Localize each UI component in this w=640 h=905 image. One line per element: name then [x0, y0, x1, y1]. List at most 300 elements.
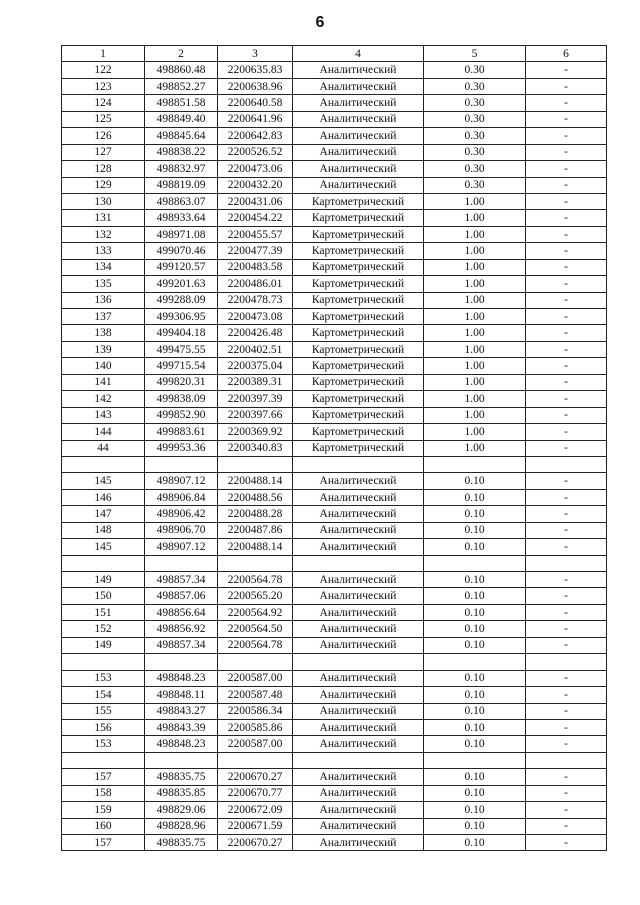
x-coordinate-cell: 498835.85	[145, 785, 218, 801]
note-cell: -	[526, 243, 607, 259]
method-cell: Аналитический	[293, 489, 424, 505]
point-number-cell: 152	[62, 621, 145, 637]
note-cell	[526, 456, 607, 472]
point-number-cell	[62, 654, 145, 670]
method-cell: Аналитический	[293, 703, 424, 719]
method-cell: Аналитический	[293, 621, 424, 637]
accuracy-cell: 0.10	[424, 621, 526, 637]
x-coordinate-cell: 499820.31	[145, 374, 218, 390]
note-cell: -	[526, 621, 607, 637]
y-coordinate-cell: 2200432.20	[218, 177, 293, 193]
accuracy-cell: 1.00	[424, 407, 526, 423]
x-coordinate-cell	[145, 555, 218, 571]
point-number-cell: 150	[62, 588, 145, 604]
accuracy-cell: 0.30	[424, 144, 526, 160]
y-coordinate-cell	[218, 555, 293, 571]
method-cell: Аналитический	[293, 572, 424, 588]
x-coordinate-cell: 498838.22	[145, 144, 218, 160]
y-coordinate-cell: 2200483.58	[218, 259, 293, 275]
header-cell-1: 1	[62, 46, 145, 62]
note-cell: -	[526, 522, 607, 538]
table-row	[62, 539, 607, 555]
y-coordinate-cell: 2200587.00	[218, 736, 293, 752]
x-coordinate-cell: 498848.23	[145, 736, 218, 752]
x-coordinate-cell: 499715.54	[145, 358, 218, 374]
y-coordinate-cell: 2200389.31	[218, 374, 293, 390]
x-coordinate-cell: 499475.55	[145, 341, 218, 357]
note-cell: -	[526, 95, 607, 111]
y-coordinate-cell: 2200672.09	[218, 802, 293, 818]
note-cell: -	[526, 489, 607, 505]
point-number-cell: 141	[62, 374, 145, 390]
point-number-cell: 149	[62, 572, 145, 588]
table-row	[62, 818, 607, 834]
method-cell: Аналитический	[293, 604, 424, 620]
note-cell: -	[526, 539, 607, 555]
note-cell: -	[526, 687, 607, 703]
method-cell: Аналитический	[293, 78, 424, 94]
y-coordinate-cell: 2200431.06	[218, 193, 293, 209]
table-row	[62, 391, 607, 407]
table-row	[62, 292, 607, 308]
method-cell: Аналитический	[293, 785, 424, 801]
point-number-cell: 145	[62, 539, 145, 555]
table-row	[62, 588, 607, 604]
accuracy-cell: 0.10	[424, 489, 526, 505]
table-row	[62, 374, 607, 390]
method-cell: Аналитический	[293, 736, 424, 752]
point-number-cell: 127	[62, 144, 145, 160]
accuracy-cell: 1.00	[424, 391, 526, 407]
method-cell: Картометрический	[293, 309, 424, 325]
x-coordinate-cell: 498851.58	[145, 95, 218, 111]
x-coordinate-cell: 498857.34	[145, 572, 218, 588]
table-row	[62, 785, 607, 801]
point-number-cell: 144	[62, 424, 145, 440]
table-row	[62, 95, 607, 111]
x-coordinate-cell: 498819.09	[145, 177, 218, 193]
note-cell: -	[526, 111, 607, 127]
note-cell: -	[526, 637, 607, 653]
point-number-cell: 153	[62, 736, 145, 752]
y-coordinate-cell: 2200340.83	[218, 440, 293, 456]
method-cell: Аналитический	[293, 835, 424, 851]
accuracy-cell: 1.00	[424, 276, 526, 292]
accuracy-cell: 0.10	[424, 736, 526, 752]
accuracy-cell: 0.10	[424, 687, 526, 703]
y-coordinate-cell: 2200488.14	[218, 473, 293, 489]
x-coordinate-cell: 498843.27	[145, 703, 218, 719]
accuracy-cell: 0.30	[424, 95, 526, 111]
table-row	[62, 489, 607, 505]
table-header-row	[62, 46, 607, 62]
point-number-cell: 138	[62, 325, 145, 341]
method-cell	[293, 555, 424, 571]
header-cell-3: 3	[218, 46, 293, 62]
method-cell: Аналитический	[293, 769, 424, 785]
y-coordinate-cell: 2200670.27	[218, 769, 293, 785]
note-cell: -	[526, 325, 607, 341]
point-number-cell: 147	[62, 506, 145, 522]
point-number-cell: 140	[62, 358, 145, 374]
table-row	[62, 835, 607, 851]
accuracy-cell: 0.10	[424, 506, 526, 522]
accuracy-cell: 1.00	[424, 309, 526, 325]
note-cell: -	[526, 177, 607, 193]
x-coordinate-cell: 498852.27	[145, 78, 218, 94]
table-row	[62, 243, 607, 259]
x-coordinate-cell: 498829.06	[145, 802, 218, 818]
accuracy-cell: 0.10	[424, 588, 526, 604]
header-cell-5: 5	[424, 46, 526, 62]
method-cell: Аналитический	[293, 719, 424, 735]
table-row	[62, 78, 607, 94]
table-row	[62, 226, 607, 242]
y-coordinate-cell: 2200397.66	[218, 407, 293, 423]
method-cell	[293, 752, 424, 768]
x-coordinate-cell: 499883.61	[145, 424, 218, 440]
note-cell: -	[526, 506, 607, 522]
method-cell: Аналитический	[293, 818, 424, 834]
x-coordinate-cell: 499120.57	[145, 259, 218, 275]
table-row	[62, 604, 607, 620]
y-coordinate-cell: 2200642.83	[218, 128, 293, 144]
point-number-cell: 137	[62, 309, 145, 325]
y-coordinate-cell: 2200564.78	[218, 572, 293, 588]
note-cell: -	[526, 391, 607, 407]
x-coordinate-cell: 498857.34	[145, 637, 218, 653]
table-row	[62, 637, 607, 653]
table-row	[62, 769, 607, 785]
y-coordinate-cell: 2200486.01	[218, 276, 293, 292]
table-row	[62, 62, 607, 78]
x-coordinate-cell: 498971.08	[145, 226, 218, 242]
point-number-cell	[62, 555, 145, 571]
accuracy-cell: 0.10	[424, 719, 526, 735]
note-cell: -	[526, 670, 607, 686]
method-cell	[293, 456, 424, 472]
accuracy-cell: 0.10	[424, 670, 526, 686]
y-coordinate-cell	[218, 456, 293, 472]
method-cell: Картометрический	[293, 358, 424, 374]
x-coordinate-cell	[145, 654, 218, 670]
method-cell: Аналитический	[293, 802, 424, 818]
coordinates-table	[61, 45, 607, 851]
table-body	[62, 62, 607, 851]
x-coordinate-cell: 499201.63	[145, 276, 218, 292]
y-coordinate-cell: 2200426.48	[218, 325, 293, 341]
point-number-cell: 124	[62, 95, 145, 111]
note-cell: -	[526, 341, 607, 357]
method-cell: Аналитический	[293, 687, 424, 703]
accuracy-cell: 1.00	[424, 210, 526, 226]
method-cell: Аналитический	[293, 161, 424, 177]
y-coordinate-cell: 2200586.34	[218, 703, 293, 719]
note-cell: -	[526, 144, 607, 160]
method-cell: Аналитический	[293, 128, 424, 144]
accuracy-cell: 1.00	[424, 193, 526, 209]
method-cell: Аналитический	[293, 539, 424, 555]
point-number-cell: 160	[62, 818, 145, 834]
accuracy-cell: 0.30	[424, 62, 526, 78]
x-coordinate-cell: 498857.06	[145, 588, 218, 604]
accuracy-cell: 0.30	[424, 128, 526, 144]
method-cell: Аналитический	[293, 506, 424, 522]
note-cell: -	[526, 785, 607, 801]
method-cell: Аналитический	[293, 144, 424, 160]
table-row	[62, 193, 607, 209]
note-cell: -	[526, 78, 607, 94]
note-cell: -	[526, 473, 607, 489]
table-row	[62, 341, 607, 357]
x-coordinate-cell: 498906.70	[145, 522, 218, 538]
x-coordinate-cell: 498849.40	[145, 111, 218, 127]
point-number-cell: 159	[62, 802, 145, 818]
table-row	[62, 309, 607, 325]
table-row	[62, 276, 607, 292]
method-cell: Картометрический	[293, 193, 424, 209]
separator-row	[62, 654, 607, 670]
method-cell: Картометрический	[293, 391, 424, 407]
accuracy-cell: 1.00	[424, 374, 526, 390]
x-coordinate-cell: 498845.64	[145, 128, 218, 144]
method-cell: Картометрический	[293, 243, 424, 259]
header-cell-4: 4	[293, 46, 424, 62]
method-cell: Картометрический	[293, 292, 424, 308]
y-coordinate-cell: 2200670.77	[218, 785, 293, 801]
y-coordinate-cell: 2200397.39	[218, 391, 293, 407]
y-coordinate-cell: 2200585.86	[218, 719, 293, 735]
point-number-cell: 125	[62, 111, 145, 127]
x-coordinate-cell: 498860.48	[145, 62, 218, 78]
point-number-cell: 139	[62, 341, 145, 357]
accuracy-cell: 0.10	[424, 572, 526, 588]
accuracy-cell: 1.00	[424, 259, 526, 275]
table-row	[62, 703, 607, 719]
table-row	[62, 670, 607, 686]
method-cell: Аналитический	[293, 62, 424, 78]
y-coordinate-cell: 2200488.14	[218, 539, 293, 555]
table-row	[62, 177, 607, 193]
method-cell: Картометрический	[293, 226, 424, 242]
table-row	[62, 259, 607, 275]
point-number-cell: 156	[62, 719, 145, 735]
table-row	[62, 687, 607, 703]
x-coordinate-cell: 498843.39	[145, 719, 218, 735]
y-coordinate-cell: 2200587.48	[218, 687, 293, 703]
x-coordinate-cell: 499070.46	[145, 243, 218, 259]
note-cell: -	[526, 276, 607, 292]
note-cell: -	[526, 440, 607, 456]
point-number-cell: 132	[62, 226, 145, 242]
point-number-cell: 130	[62, 193, 145, 209]
x-coordinate-cell: 499404.18	[145, 325, 218, 341]
table-row	[62, 407, 607, 423]
header-cell-2: 2	[145, 46, 218, 62]
point-number-cell: 155	[62, 703, 145, 719]
note-cell	[526, 654, 607, 670]
table-row	[62, 210, 607, 226]
accuracy-cell: 1.00	[424, 292, 526, 308]
note-cell: -	[526, 604, 607, 620]
note-cell: -	[526, 719, 607, 735]
y-coordinate-cell: 2200402.51	[218, 341, 293, 357]
point-number-cell: 133	[62, 243, 145, 259]
method-cell: Картометрический	[293, 424, 424, 440]
point-number-cell: 153	[62, 670, 145, 686]
point-number-cell	[62, 456, 145, 472]
x-coordinate-cell: 498906.42	[145, 506, 218, 522]
accuracy-cell: 1.00	[424, 358, 526, 374]
y-coordinate-cell: 2200641.96	[218, 111, 293, 127]
y-coordinate-cell: 2200670.27	[218, 835, 293, 851]
table-row	[62, 621, 607, 637]
point-number-cell: 136	[62, 292, 145, 308]
accuracy-cell: 0.10	[424, 637, 526, 653]
y-coordinate-cell	[218, 654, 293, 670]
accuracy-cell: 0.30	[424, 177, 526, 193]
x-coordinate-cell: 498832.97	[145, 161, 218, 177]
note-cell: -	[526, 588, 607, 604]
table-row	[62, 128, 607, 144]
note-cell: -	[526, 226, 607, 242]
x-coordinate-cell: 499838.09	[145, 391, 218, 407]
x-coordinate-cell: 498933.64	[145, 210, 218, 226]
note-cell	[526, 752, 607, 768]
table-row	[62, 424, 607, 440]
point-number-cell: 145	[62, 473, 145, 489]
y-coordinate-cell: 2200488.28	[218, 506, 293, 522]
accuracy-cell: 0.30	[424, 78, 526, 94]
point-number-cell: 131	[62, 210, 145, 226]
accuracy-cell: 0.30	[424, 111, 526, 127]
accuracy-cell: 0.10	[424, 769, 526, 785]
accuracy-cell: 1.00	[424, 440, 526, 456]
method-cell: Картометрический	[293, 440, 424, 456]
header-cell-6: 6	[526, 46, 607, 62]
accuracy-cell: 0.10	[424, 473, 526, 489]
note-cell: -	[526, 769, 607, 785]
x-coordinate-cell	[145, 456, 218, 472]
y-coordinate-cell: 2200564.78	[218, 637, 293, 653]
note-cell: -	[526, 128, 607, 144]
table-row	[62, 506, 607, 522]
note-cell	[526, 555, 607, 571]
table-row	[62, 736, 607, 752]
x-coordinate-cell: 498856.92	[145, 621, 218, 637]
point-number-cell: 122	[62, 62, 145, 78]
x-coordinate-cell	[145, 752, 218, 768]
y-coordinate-cell: 2200564.50	[218, 621, 293, 637]
table-row	[62, 473, 607, 489]
point-number-cell: 129	[62, 177, 145, 193]
note-cell: -	[526, 818, 607, 834]
point-number-cell: 151	[62, 604, 145, 620]
y-coordinate-cell: 2200473.08	[218, 309, 293, 325]
y-coordinate-cell: 2200635.83	[218, 62, 293, 78]
note-cell: -	[526, 424, 607, 440]
point-number-cell	[62, 752, 145, 768]
accuracy-cell: 0.10	[424, 703, 526, 719]
x-coordinate-cell: 499288.09	[145, 292, 218, 308]
point-number-cell: 142	[62, 391, 145, 407]
method-cell: Картометрический	[293, 341, 424, 357]
point-number-cell: 134	[62, 259, 145, 275]
method-cell: Картометрический	[293, 259, 424, 275]
accuracy-cell: 0.30	[424, 161, 526, 177]
x-coordinate-cell: 499953.36	[145, 440, 218, 456]
method-cell: Аналитический	[293, 177, 424, 193]
table-row	[62, 719, 607, 735]
note-cell: -	[526, 193, 607, 209]
point-number-cell: 143	[62, 407, 145, 423]
x-coordinate-cell: 498906.84	[145, 489, 218, 505]
y-coordinate-cell: 2200638.96	[218, 78, 293, 94]
y-coordinate-cell: 2200587.00	[218, 670, 293, 686]
point-number-cell: 154	[62, 687, 145, 703]
method-cell: Аналитический	[293, 588, 424, 604]
table-row	[62, 325, 607, 341]
x-coordinate-cell: 498848.23	[145, 670, 218, 686]
point-number-cell: 148	[62, 522, 145, 538]
y-coordinate-cell: 2200369.92	[218, 424, 293, 440]
point-number-cell: 149	[62, 637, 145, 653]
x-coordinate-cell: 499306.95	[145, 309, 218, 325]
accuracy-cell: 1.00	[424, 341, 526, 357]
point-number-cell: 157	[62, 769, 145, 785]
y-coordinate-cell: 2200488.56	[218, 489, 293, 505]
accuracy-cell: 0.10	[424, 835, 526, 851]
y-coordinate-cell: 2200473.06	[218, 161, 293, 177]
y-coordinate-cell: 2200671.59	[218, 818, 293, 834]
accuracy-cell: 0.10	[424, 818, 526, 834]
table-row	[62, 161, 607, 177]
accuracy-cell: 1.00	[424, 325, 526, 341]
point-number-cell: 146	[62, 489, 145, 505]
table-row	[62, 358, 607, 374]
note-cell: -	[526, 407, 607, 423]
note-cell: -	[526, 309, 607, 325]
accuracy-cell	[424, 456, 526, 472]
point-number-cell: 128	[62, 161, 145, 177]
y-coordinate-cell: 2200454.22	[218, 210, 293, 226]
method-cell: Картометрический	[293, 210, 424, 226]
accuracy-cell: 1.00	[424, 243, 526, 259]
note-cell: -	[526, 259, 607, 275]
y-coordinate-cell: 2200487.86	[218, 522, 293, 538]
note-cell: -	[526, 703, 607, 719]
method-cell: Аналитический	[293, 111, 424, 127]
y-coordinate-cell: 2200564.92	[218, 604, 293, 620]
method-cell: Аналитический	[293, 95, 424, 111]
point-number-cell: 126	[62, 128, 145, 144]
x-coordinate-cell: 498856.64	[145, 604, 218, 620]
accuracy-cell: 0.10	[424, 604, 526, 620]
accuracy-cell: 0.10	[424, 785, 526, 801]
point-number-cell: 157	[62, 835, 145, 851]
point-number-cell: 44	[62, 440, 145, 456]
x-coordinate-cell: 498907.12	[145, 539, 218, 555]
note-cell: -	[526, 210, 607, 226]
accuracy-cell: 0.10	[424, 539, 526, 555]
note-cell: -	[526, 736, 607, 752]
method-cell: Картометрический	[293, 374, 424, 390]
table-row	[62, 440, 607, 456]
y-coordinate-cell: 2200565.20	[218, 588, 293, 604]
accuracy-cell	[424, 654, 526, 670]
note-cell: -	[526, 62, 607, 78]
table-row	[62, 144, 607, 160]
